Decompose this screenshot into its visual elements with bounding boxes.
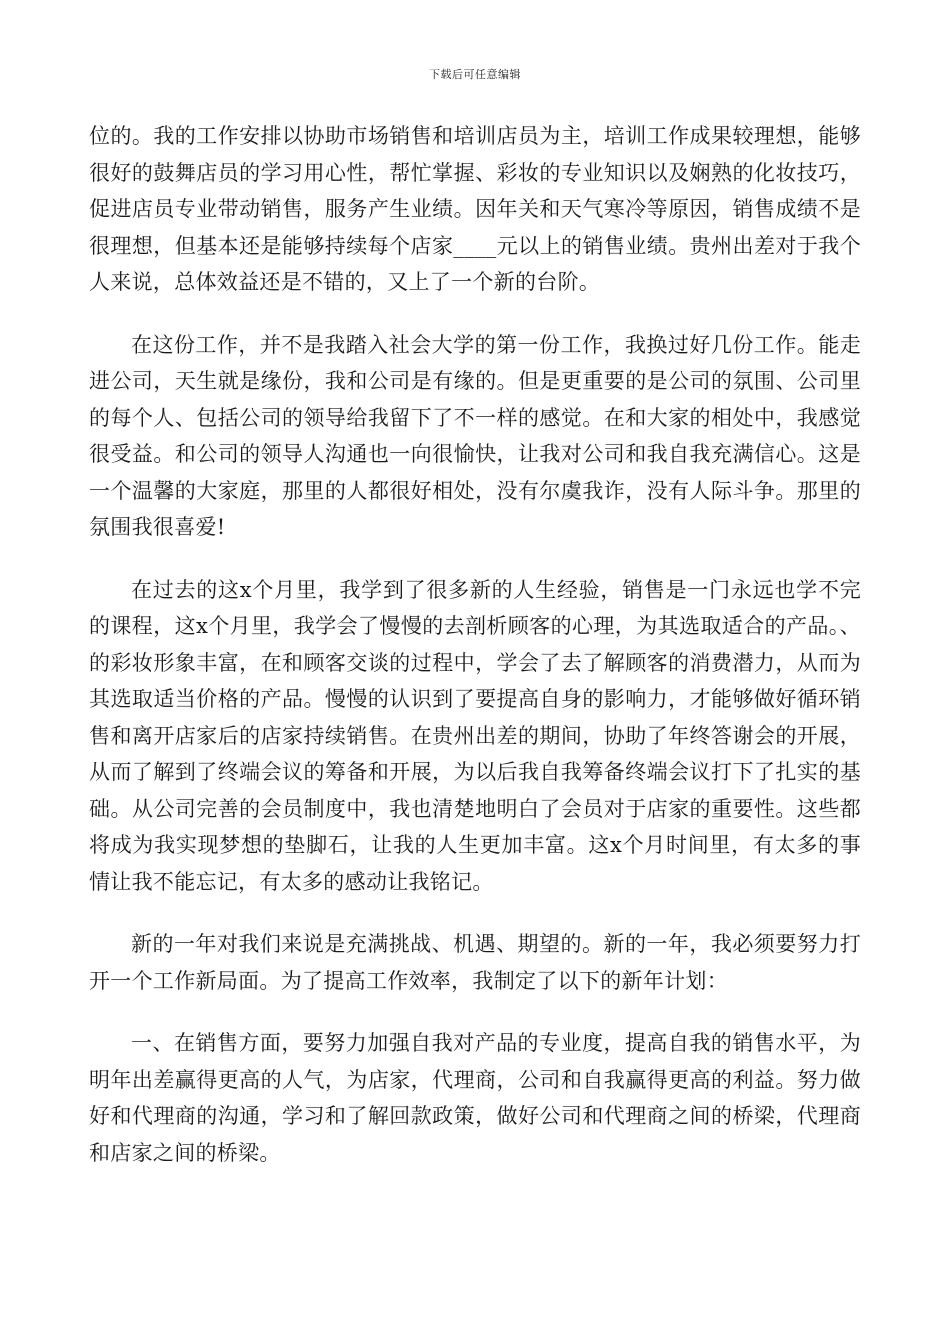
page-header: 下载后可任意编辑 bbox=[429, 68, 521, 81]
paragraph-3: 在过去的这x个月里，我学到了很多新的人生经验，销售是一门永远也学不完的课程，这x个月里，我学会了慢慢的去剖析顾客的心理，为其选取适合的产品。、的彩妆形象丰富，在和顾客交谈的过程中，学会了去了解顾客的消费潜力，从而为其选取适当价格的产品。慢慢的认识到了要提高自身的影响力，才能够做好循环销售和离开店家后的店家持续销售。在贵州出差的期间，协助了年终答谢会的开展，从而了解到了终端会议的筹备和开展，为以后我自我筹备终端会议打下了扎实的基础。从公司完善的会员制度中，我也清楚地明白了会员对于店家的重要性。这些都将成为我实现梦想的垫脚石，让我的人生更加丰富。这x个月时间里，有太多的事情让我不能忘记，有太多的感动让我铭记。 bbox=[89, 577, 861, 894]
document-body bbox=[89, 118, 861, 1197]
paragraph-5: 一、在销售方面，要努力加强自我对产品的专业度，提高自我的销售水平，为明年出差赢得更高的人气，为店家，代理商，公司和自我赢得更高的利益。努力做好和代理商的沟通，学习和了解回款政策，做好公司和代理商之间的桥梁，代理商和店家之间的桥梁。 bbox=[89, 1031, 861, 1165]
paragraph-2: 在这份工作，并不是我踏入社会大学的第一份工作，我换过好几份工作。能走进公司，天生就是缘份，我和公司是有缘的。但是更重要的是公司的氛围、公司里的每个人、包括公司的领导给我留下了不一样的感觉。在和大家的相处中，我感觉很受益。和公司的领导人沟通也一向很愉快，让我对公司和我自我充满信心。这是一个温馨的大家庭，那里的人都很好相处，没有尔虞我诈，没有人际斗争。那里的氛围我很喜爱! bbox=[89, 332, 861, 539]
paragraph-4: 新的一年对我们来说是充满挑战、机遇、期望的。新的一年，我必须要努力打开一个工作新局面。为了提高工作效率，我制定了以下的新年计划： bbox=[89, 932, 861, 993]
paragraph-1: 位的。我的工作安排以协助市场销售和培训店员为主，培训工作成果较理想，能够很好的鼓舞店员的学习用心性，帮忙掌握、彩妆的专业知识以及娴熟的化妆技巧，促进店员专业带动销售，服务产生业绩。因年关和天气寒冷等原因，销售成绩不是很理想，但基本还是能够持续每个店家____元以上的销售业绩。贵州出差对于我个人来说，总体效益还是不错的，又上了一个新的台阶。 bbox=[89, 124, 861, 294]
